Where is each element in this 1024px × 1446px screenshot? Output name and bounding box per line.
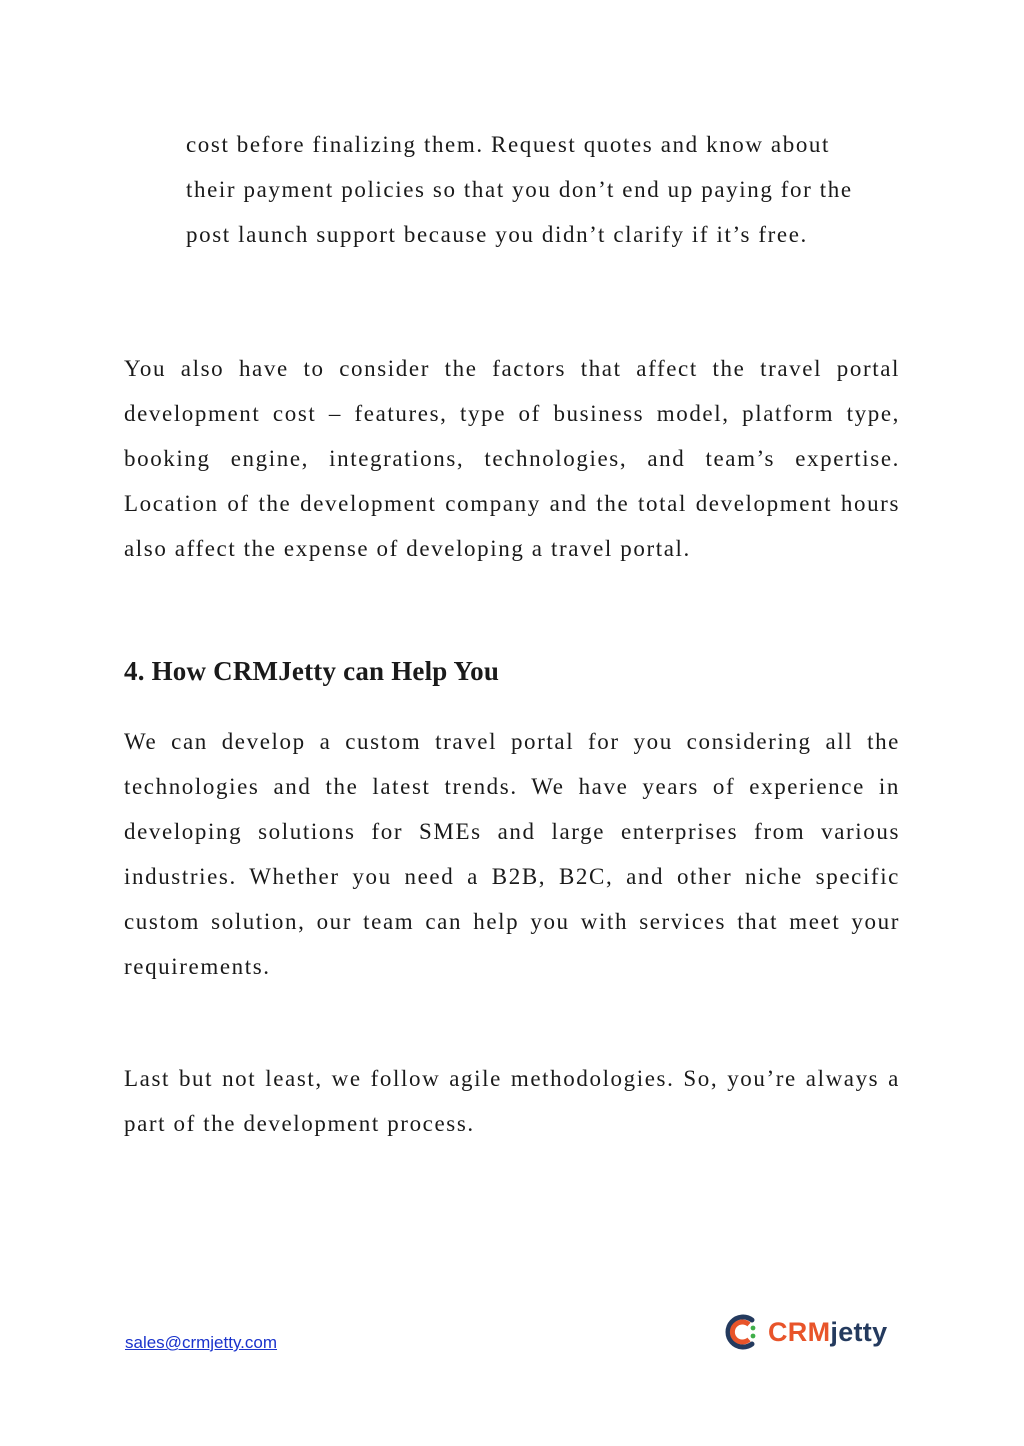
paragraph-how-we-help: We can develop a custom travel portal for you considering all the technologies and the latest trends. We have years of experience in developing solutions for SMEs and large enterprises from various industries. Whether you need a B2B, B2C, and other niche specific custom solution, our team can help you with services that meet your requirements. bbox=[124, 729, 900, 979]
paragraph-cost-factors: You also have to consider the factors that affect the travel portal development cost – features, type of business model, platform type, booking engine, integrations, technologies, and team’s expertise. Location of the development company and the total development hours also affect the expense of developing a travel portal. bbox=[124, 356, 900, 561]
section-heading: 4. How CRMJetty can Help You bbox=[124, 656, 500, 686]
crmjetty-logo bbox=[722, 1310, 902, 1354]
logo-wordmark bbox=[768, 1317, 887, 1348]
logo-jetty-text: jetty bbox=[830, 1316, 888, 1347]
paragraph-agile: Last but not least, we follow agile methodologies. So, you’re always a part of the development process. bbox=[124, 1066, 900, 1136]
crmjetty-logo-icon bbox=[722, 1312, 762, 1352]
indented-paragraph: cost before finalizing them. Request quotes and know about their payment policies so that you don’t end up paying for the post launch support because you didn’t clarify if it’s free. bbox=[186, 132, 853, 247]
logo-crm-text: CRM bbox=[768, 1316, 831, 1347]
footer-email-link[interactable]: sales@crmjetty.com bbox=[125, 1333, 278, 1352]
